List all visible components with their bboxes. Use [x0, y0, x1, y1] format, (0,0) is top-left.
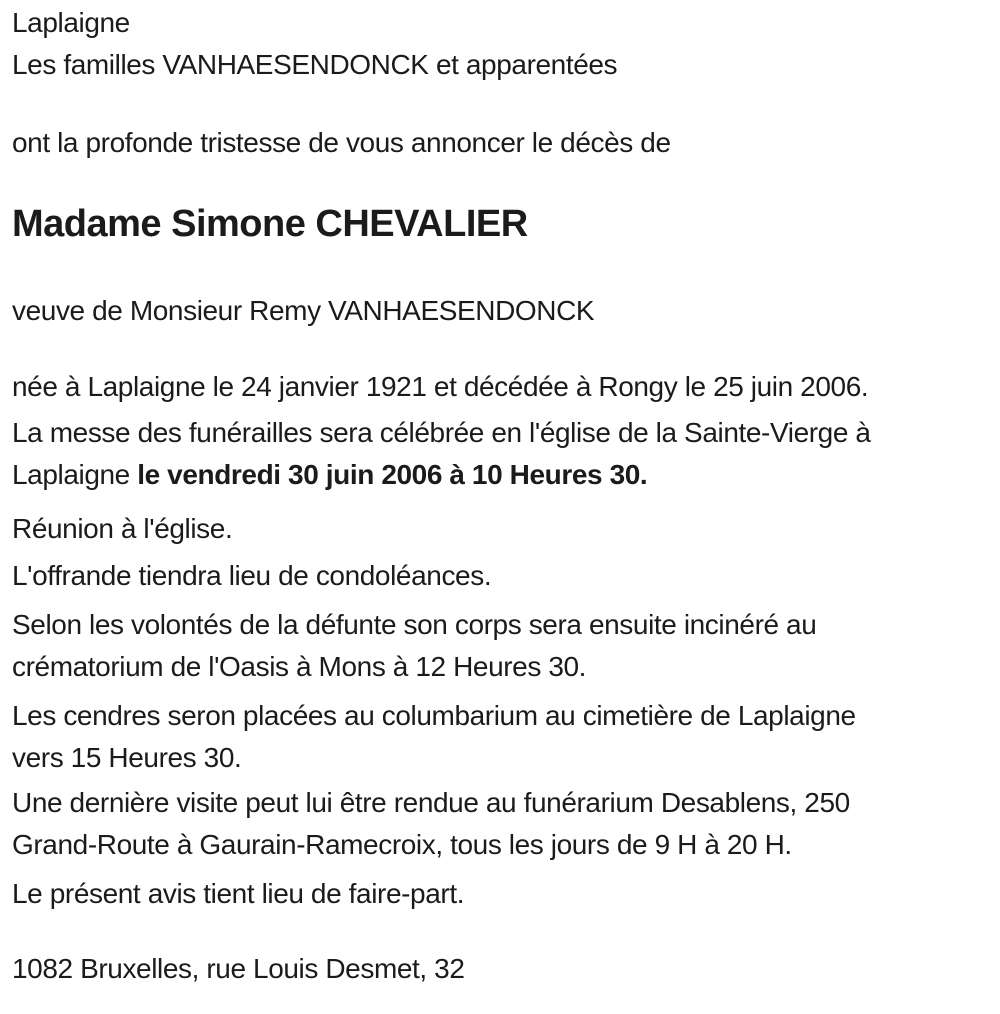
mass-line-2-regular: Laplaigne — [12, 459, 138, 490]
mass-line-2 — [12, 454, 988, 496]
birth-death-line: née à Laplaigne le 24 janvier 1921 et décédée à Rongy le 25 juin 2006. — [12, 371, 869, 402]
deceased-name-title: Madame Simone CHEVALIER — [12, 203, 528, 245]
mass-line-1: La messe des funérailles sera célébrée en l'église de la Sainte-Vierge à — [12, 417, 871, 448]
columbarium-paragraph — [12, 695, 988, 779]
families-line: Les familles VANHAESENDONCK et apparentées — [12, 49, 618, 80]
cremation-line-1: Selon les volontés de la défunte son corps sera ensuite incinéré au — [12, 609, 817, 640]
address-line: 1082 Bruxelles, rue Louis Desmet, 32 — [12, 953, 465, 984]
mass-paragraph — [12, 412, 988, 496]
legal-notice-line: Le présent avis tient lieu de faire-part. — [12, 878, 465, 909]
visit-line-2: Grand-Route à Gaurain-Ramecroix, tous les jours de 9 H à 20 H. — [12, 829, 792, 860]
cremation-paragraph — [12, 604, 988, 688]
mass-line-2-bold: le vendredi 30 juin 2006 à 10 Heures 30. — [137, 459, 648, 490]
visit-paragraph — [12, 782, 988, 866]
offering-line: L'offrande tiendra lieu de condoléances. — [12, 560, 492, 591]
columbarium-line-2: vers 15 Heures 30. — [12, 742, 242, 773]
cremation-line-2: crématorium de l'Oasis à Mons à 12 Heures 30. — [12, 651, 587, 682]
columbarium-line-1: Les cendres seron placées au columbarium au cimetière de Laplaigne — [12, 700, 856, 731]
location-line: Laplaigne — [12, 7, 130, 38]
announcement-line: ont la profonde tristesse de vous annoncer le décès de — [12, 127, 671, 158]
header-block — [12, 2, 988, 86]
visit-line-1: Une dernière visite peut lui être rendue au funérarium Desablens, 250 — [12, 787, 850, 818]
reunion-line: Réunion à l'église. — [12, 513, 233, 544]
widow-line: veuve de Monsieur Remy VANHAESENDONCK — [12, 295, 595, 326]
